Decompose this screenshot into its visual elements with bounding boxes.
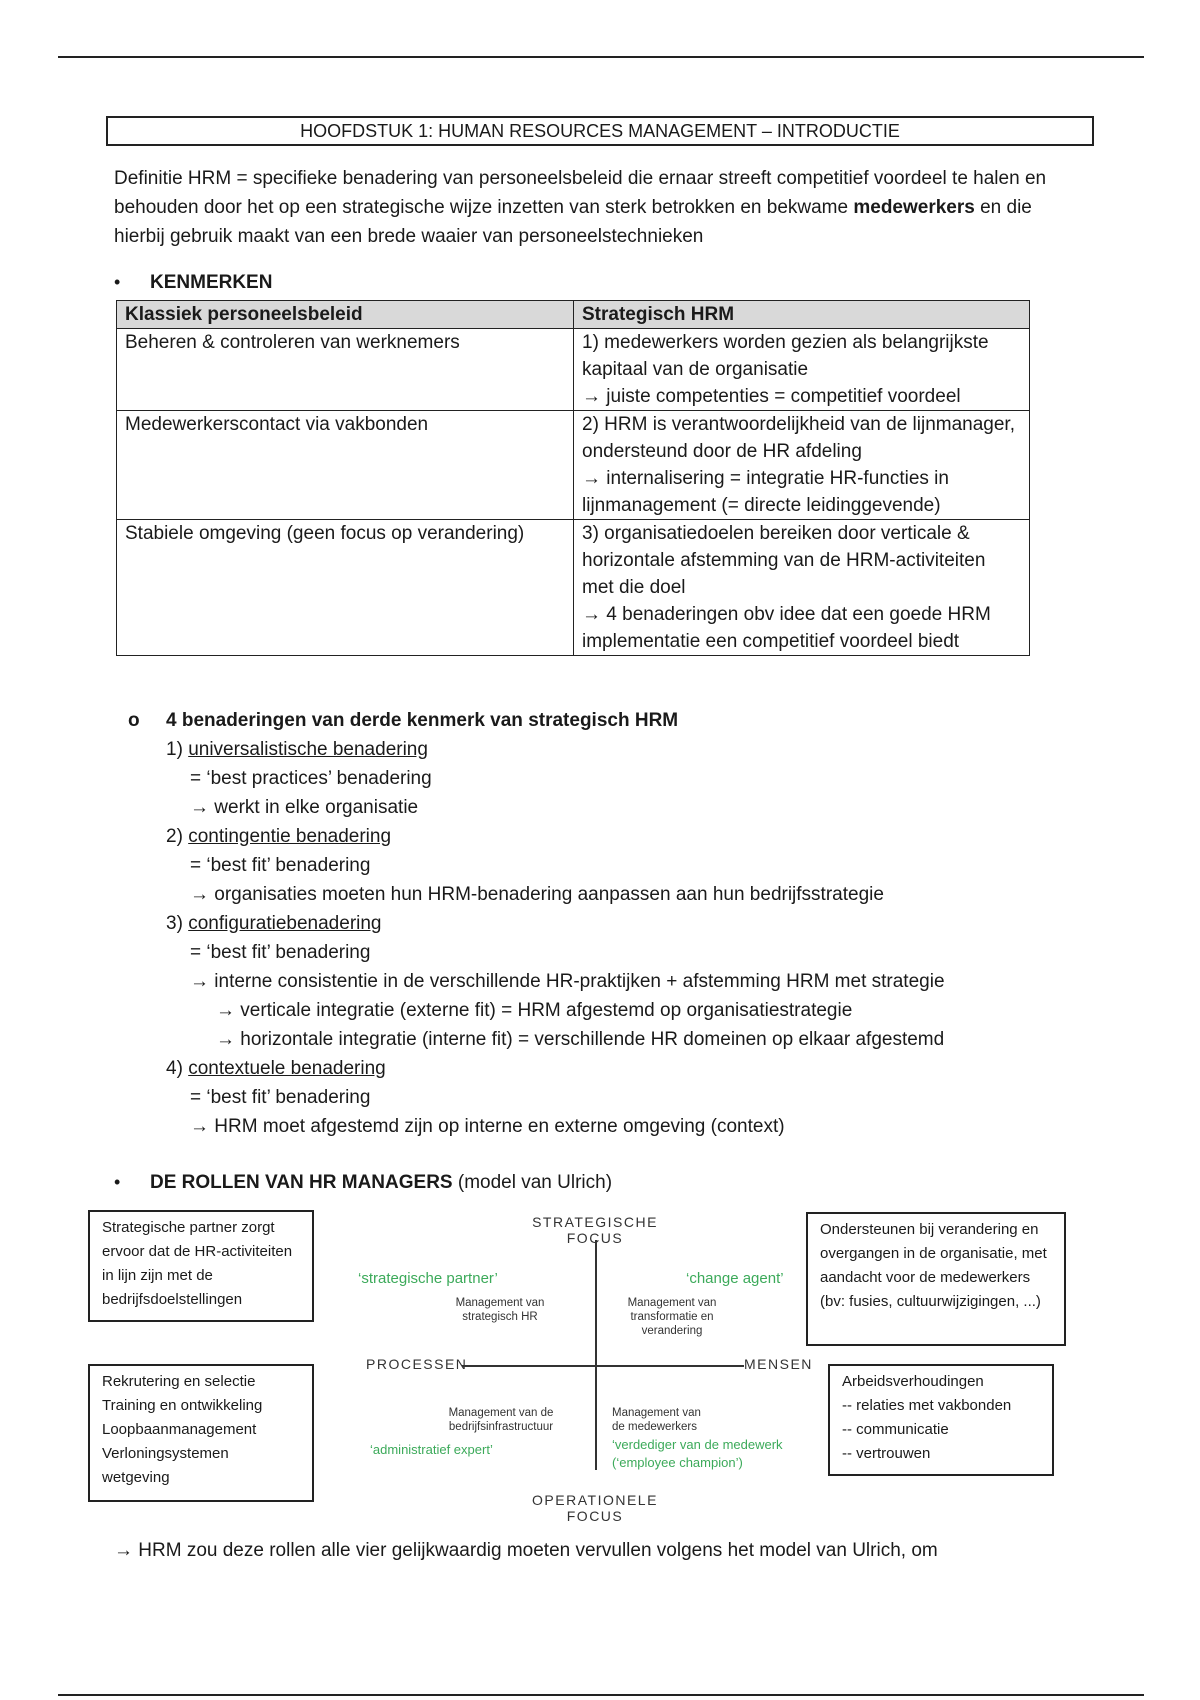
cell-line: → juiste competenties = competitief voordeel [582,386,961,407]
desc-line: Management van [612,1407,701,1419]
approach-line: = ‘best fit’ benadering [190,855,371,876]
intro-bold: medewerkers [853,197,975,218]
table-cell [574,411,1030,520]
quadrant-desc [612,1296,732,1338]
cell-line: → 4 benaderingen obv idee dat een goede HRM implementatie een competitief voordeel biedt [582,604,991,652]
role-administrative-expert: ‘administratief expert’ [370,1442,493,1457]
box-line: -- communicatie [842,1421,949,1438]
intro-text-end: en die hierbij gebruik maakt van een brede waaier van personeelstechnieken [114,197,1032,247]
box-line: Training en ontwikkeling [102,1397,263,1414]
box-strategic-partner: Strategische partner zorgt ervoor dat de HR-activiteiten in lijn zijn met de bedrijfsdoelstellingen [88,1210,314,1322]
bullet-icon: • [114,1172,121,1192]
rollen-heading [150,1172,612,1194]
box-administrative-expert [88,1364,314,1502]
axis-label-line: FOCUS [566,1508,624,1524]
intro-paragraph [114,164,1074,251]
quadrant-desc [612,1406,701,1434]
kenmerken-table [116,300,1030,656]
horizontal-axis [462,1365,744,1367]
table-cell [574,329,1030,411]
role-line: ‘verdediger van de medewerk [612,1437,783,1452]
approaches-heading-text: 4 benaderingen van derde kenmerk van strategisch HRM [166,710,679,731]
cell-line: 2) HRM is verantwoordelijkheid van de lijnmanager, ondersteund door de HR afdeling [582,414,1015,462]
role-employee-champion [612,1436,808,1472]
cell-line: 1) medewerkers worden gezien als belangrijkste kapitaal van de organisatie [582,332,989,380]
quadrant-desc [430,1296,570,1324]
conclusion-line: → HRM zou deze rollen alle vier gelijkwaardig moeten vervullen volgens het model van Ulrich, om [114,1540,938,1561]
desc-line: strategisch HR [462,1311,538,1323]
axis-label-top [520,1214,670,1246]
approach-num: 1) [166,739,189,760]
sub-bullet-icon: o [128,710,140,731]
approach-item [128,735,1128,764]
table-cell: Beheren & controleren van werknemers [117,329,574,411]
axis-label-right: MENSEN [744,1356,813,1372]
approach-num: 3) [166,913,189,934]
box-line: Verloningsystemen [102,1445,229,1462]
chapter-title: HOOFDSTUK 1: HUMAN RESOURCES MANAGEMENT – INTRODUCTIE [106,116,1094,146]
box-employee-champion [828,1364,1054,1476]
approaches-list [128,706,1128,1141]
approach-line: = ‘best fit’ benadering [190,942,371,963]
role-change-agent: ‘change agent’ [686,1270,784,1287]
approach-line: → interne consistentie in de verschillende HR-praktijken + afstemming HRM met strategie [190,971,945,992]
table-header-cell: Klassiek personeelsbeleid [117,301,574,329]
desc-line: Management van de [448,1407,554,1419]
bullet-icon: • [114,272,121,292]
approach-line: → verticale integratie (externe fit) = HRM afgestemd op organisatiestrategie [216,1000,853,1021]
table-header-cell: Strategisch HRM [574,301,1030,329]
intro-text: Definitie HRM = specifieke benadering van personeelsbeleid die ernaar streeft competitief voordeel te halen en behouden door het op een strategische wijze inzetten van sterk betrokken en bekwame [114,168,1047,218]
desc-line: verandering [641,1325,703,1337]
axis-label-line: STRATEGISCHE [532,1214,658,1230]
approach-item [128,1054,1128,1083]
axis-label-bottom [520,1492,670,1524]
table-row [117,411,1030,520]
box-line: wetgeving [102,1469,170,1486]
approach-num: 4) [166,1058,189,1079]
axis-label-left: PROCESSEN [366,1356,468,1372]
table-cell: Stabiele omgeving (geen focus op verandering) [117,520,574,656]
axis-label-line: OPERATIONELE [532,1492,658,1508]
box-line: -- vertrouwen [842,1445,931,1462]
table-row [117,329,1030,411]
table-header-row [117,301,1030,329]
approach-line: → werkt in elke organisatie [190,797,419,818]
approach-name: configuratiebenadering [188,913,382,934]
header-rule [58,56,1144,58]
desc-line: bedrijfsinfrastructuur [448,1421,554,1433]
cell-line: 3) organisatiedoelen bereiken door verticale & horizontale afstemming van de HRM-activiteiten met die doel [582,523,986,598]
desc-line: transformatie en [630,1311,714,1323]
approaches-heading [128,706,1128,735]
desc-line: de medewerkers [612,1421,698,1433]
approach-line: → organisaties moeten hun HRM-benadering aanpassen aan hun bedrijfsstrategie [190,884,884,905]
table-cell [574,520,1030,656]
approach-item [128,909,1128,938]
approach-num: 2) [166,826,189,847]
approach-name: universalistische benadering [188,739,428,760]
approach-item [128,822,1128,851]
box-line: Loopbaanmanagement [102,1421,257,1438]
role-strategic-partner: ‘strategische partner’ [358,1270,498,1287]
rollen-heading-bold: DE ROLLEN VAN HR MANAGERS [150,1172,453,1193]
role-line: (‘employee champion’) [612,1455,743,1470]
approach-name: contingentie benadering [188,826,392,847]
table-row [117,520,1030,656]
approach-name: contextuele benadering [188,1058,386,1079]
desc-line: Management van [455,1297,545,1309]
table-cell: Medewerkerscontact via vakbonden [117,411,574,520]
approach-line: = ‘best practices’ benadering [190,768,432,789]
approach-line: → horizontale integratie (interne fit) = verschillende HR domeinen op elkaar afgestemd [216,1029,945,1050]
vertical-axis [595,1240,597,1470]
kenmerken-heading: KENMERKEN [150,272,273,293]
axis-label-line: FOCUS [566,1230,624,1246]
rollen-heading-suffix: (model van Ulrich) [452,1172,613,1193]
cell-line: → internalisering = integratie HR-functies in lijnmanagement (= directe leidinggevende) [582,468,949,516]
box-line: Arbeidsverhoudingen [842,1373,984,1390]
box-line: -- relaties met vakbonden [842,1397,1012,1414]
footer-rule [58,1694,1144,1696]
quadrant-desc [426,1406,576,1434]
approach-line: → HRM moet afgestemd zijn op interne en externe omgeving (context) [190,1116,785,1137]
ulrich-model-diagram [350,1210,830,1540]
approach-line: = ‘best fit’ benadering [190,1087,371,1108]
box-line: Rekrutering en selectie [102,1373,256,1390]
desc-line: Management van [627,1297,717,1309]
box-change-agent: Ondersteunen bij verandering en overgangen in de organisatie, met aandacht voor de medewerkers (bv: fusies, cultuurwijzigingen, ...) [806,1212,1066,1346]
